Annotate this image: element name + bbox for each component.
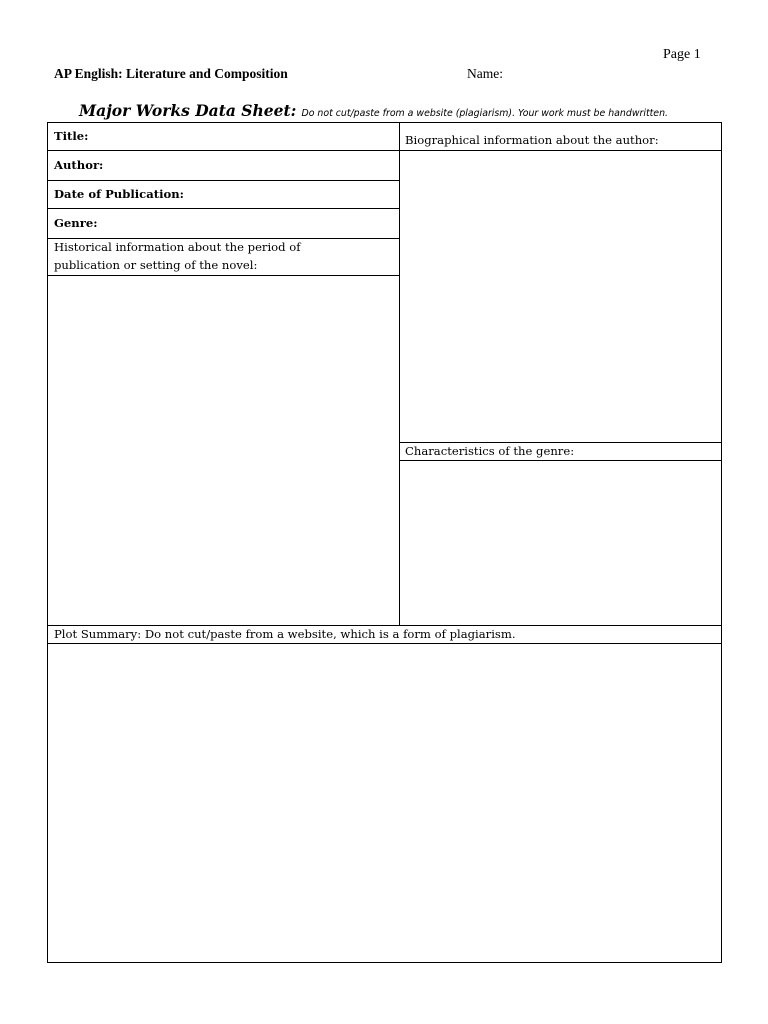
genre-label: Genre:	[54, 216, 98, 230]
date-of-publication-label: Date of Publication:	[54, 187, 184, 201]
historical-info-field[interactable]	[48, 276, 398, 625]
plot-summary-label: Plot Summary: Do not cut/paste from a website, which is a form of plagiarism.	[54, 627, 516, 641]
name-label: Name:	[467, 66, 503, 81]
course-title: AP English: Literature and Composition	[54, 66, 288, 81]
table-border-right	[721, 122, 722, 963]
biographical-info-label: Biographical information about the author:	[405, 133, 659, 147]
genre-field[interactable]	[110, 209, 398, 238]
sheet-title: Major Works Data Sheet:	[79, 101, 297, 120]
date-of-publication-field[interactable]	[200, 181, 398, 208]
title-field[interactable]	[100, 123, 398, 150]
author-label: Author:	[54, 158, 104, 172]
biographical-info-field[interactable]	[400, 151, 721, 442]
sheet-note: Do not cut/paste from a website (plagiarism). Your work must be handwritten.	[301, 108, 668, 119]
table-border-bottom	[47, 962, 722, 963]
genre-characteristics-label: Characteristics of the genre:	[405, 444, 575, 458]
author-field[interactable]	[115, 151, 398, 180]
sheet-heading	[79, 101, 668, 120]
genre-characteristics-field[interactable]	[400, 461, 721, 625]
plot-summary-field[interactable]	[48, 644, 721, 962]
page-number: Page 1	[663, 47, 701, 62]
title-label: Title:	[54, 129, 89, 143]
historical-info-label	[54, 238, 301, 274]
historical-info-line1: Historical information about the period of	[54, 240, 301, 254]
historical-info-line2: publication or setting of the novel:	[54, 258, 258, 272]
